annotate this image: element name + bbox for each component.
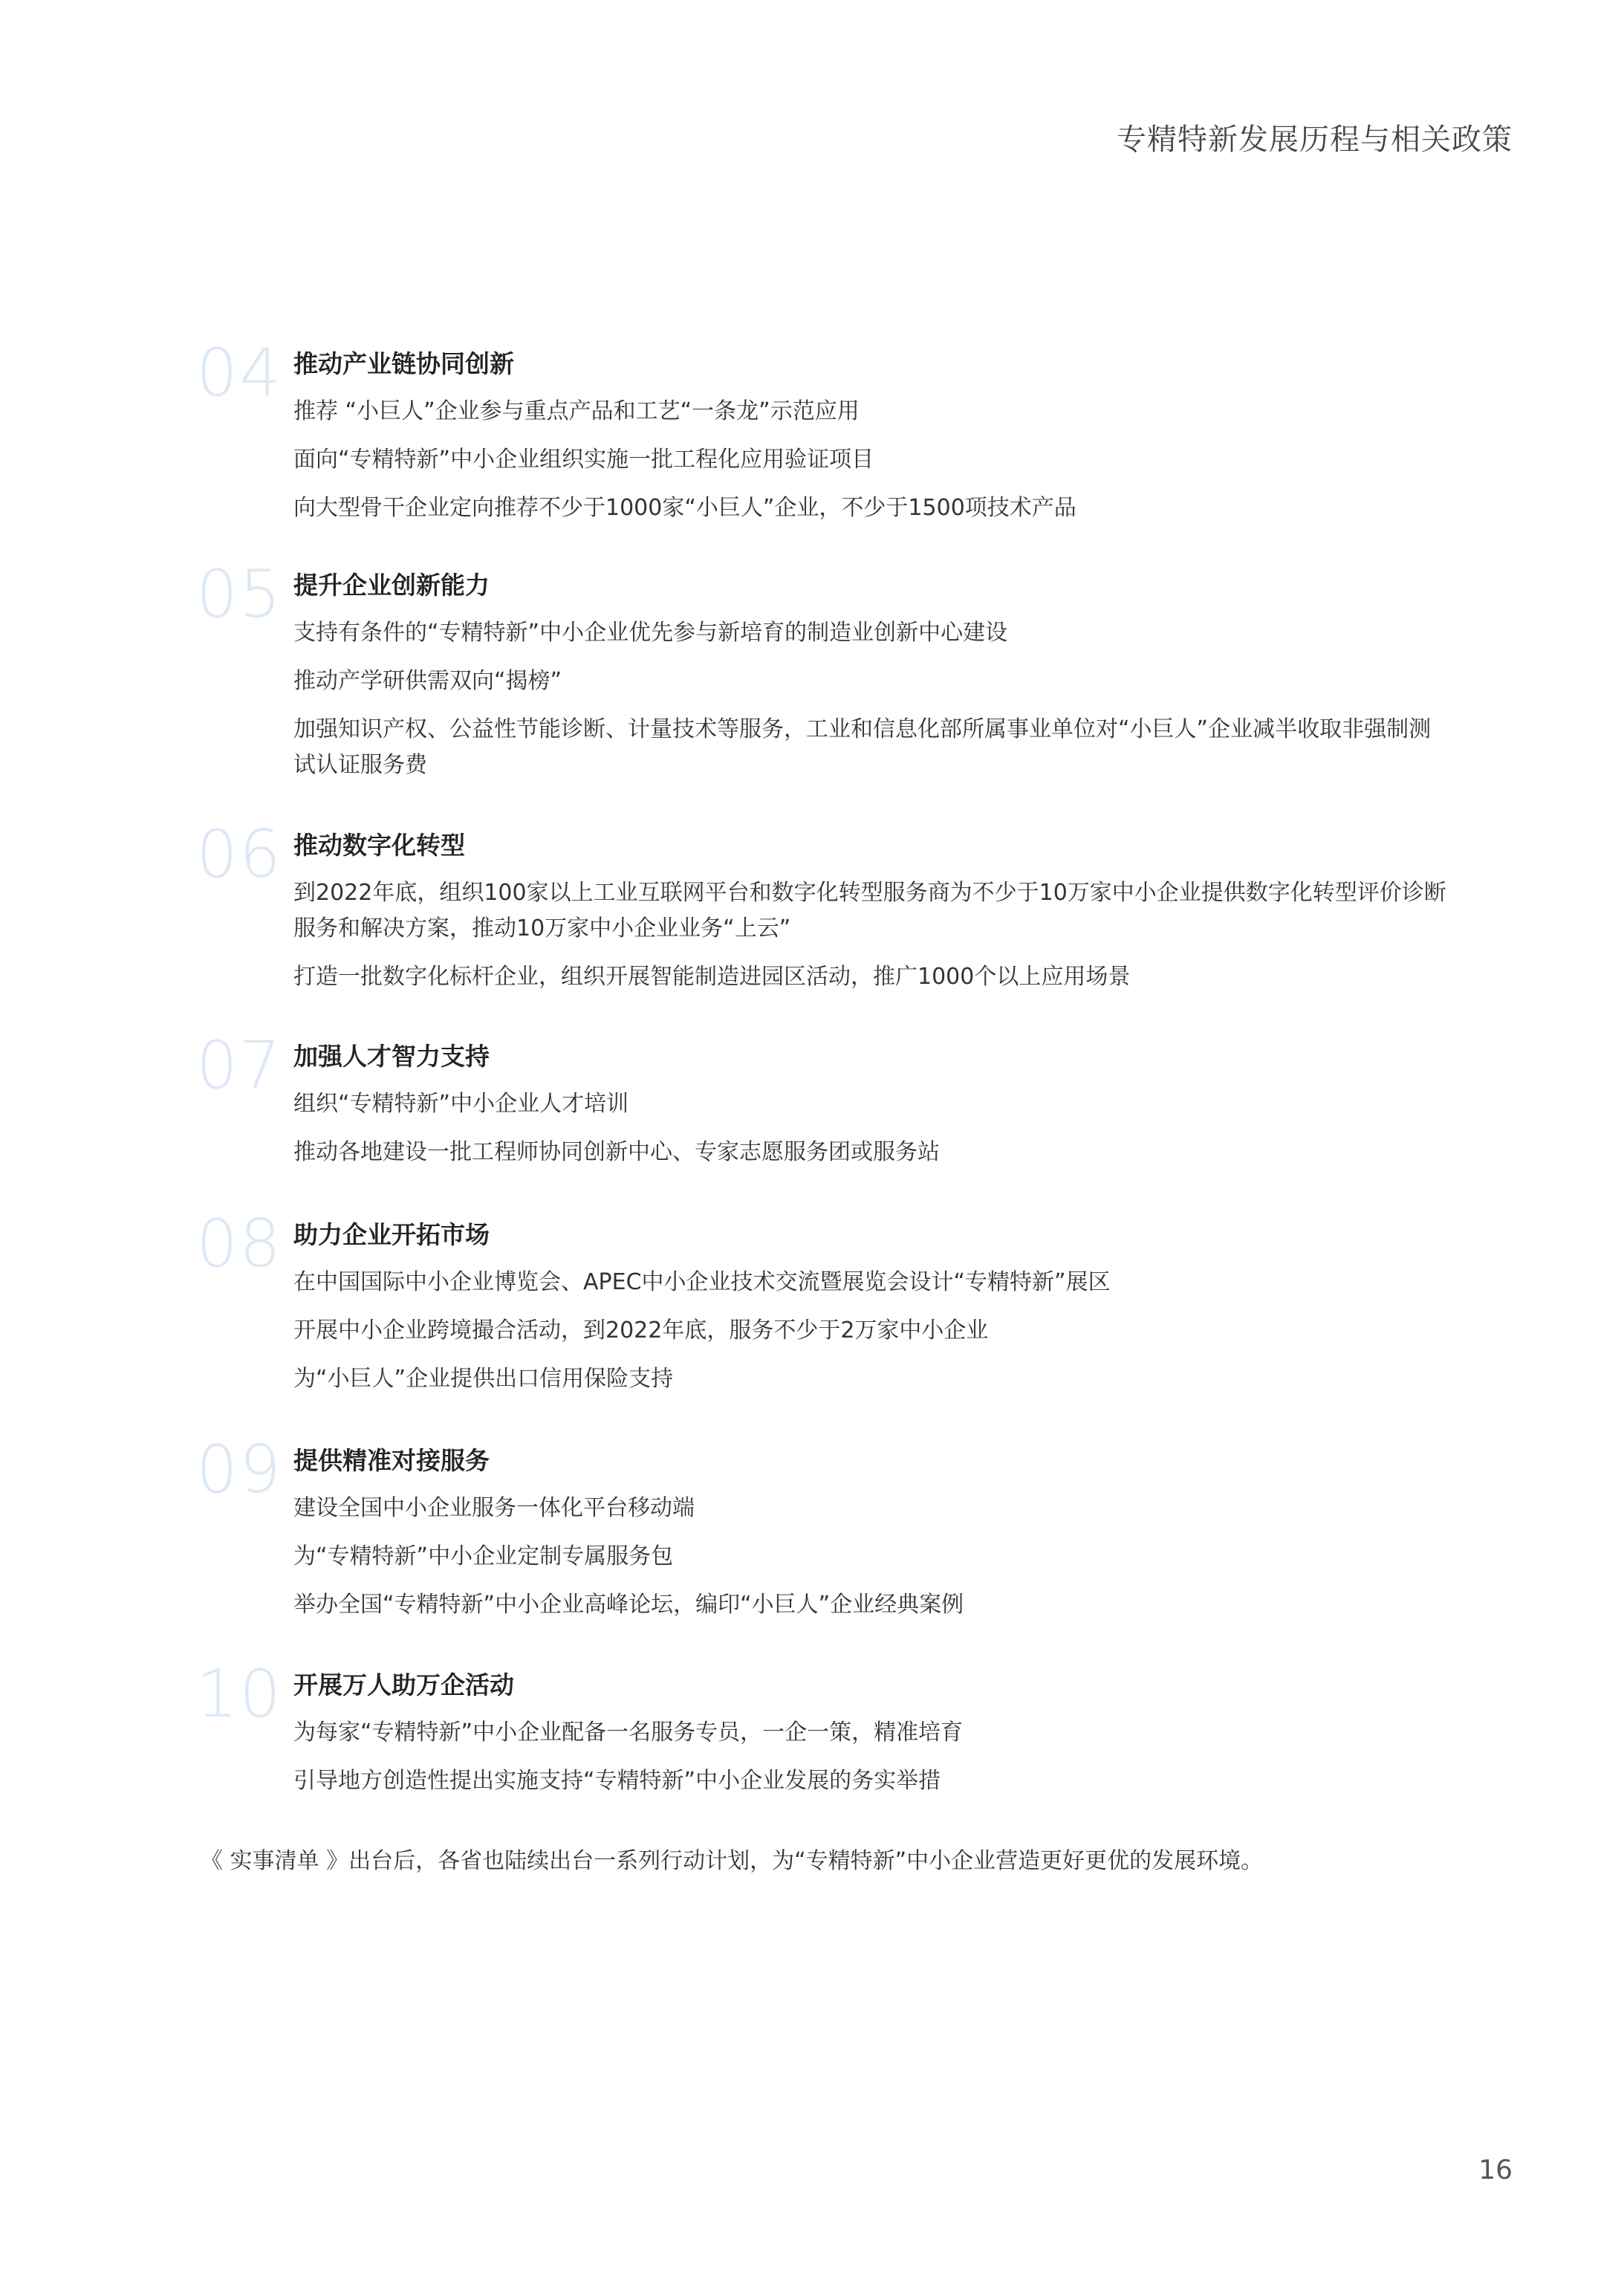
list-item: 面向“专精特新”中小企业组织实施一批工程化应用验证项目 [293, 447, 874, 473]
section-items [293, 615, 1452, 796]
section-title: 加强人才智力支持 [293, 1042, 490, 1071]
section-number: 07 [196, 1027, 282, 1103]
section-title: 提升企业创新能力 [293, 571, 490, 600]
section-title: 开展万人助万企活动 [293, 1670, 514, 1699]
closing-paragraph: 《 实事清单 》出台后，各省也陆续出台一系列行动计划，为“专精特新”中小企业营造更好更优的发展环境。 [201, 1848, 1264, 1874]
section-number: 10 [196, 1656, 282, 1732]
list-item: 到2022年底，组织100家以上工业互联网平台和数字化转型服务商为不少于10万家中小企业提供数字化转型评价诊断服务和解决方案，推动10万家中小企业业务“上云” [293, 880, 1446, 941]
list-item: 引导地方创造性提出实施支持“专精特新”中小企业发展的务实举措 [293, 1768, 941, 1794]
list-item: 支持有条件的“专精特新”中小企业优先参与新培育的制造业创新中心建设 [293, 620, 1008, 646]
list-item: 为“小巨人”企业提供出口信用保险支持 [293, 1366, 674, 1392]
section-items [293, 875, 1452, 1008]
list-item: 建设全国中小企业服务一体化平台移动端 [293, 1495, 695, 1521]
section-number: 08 [196, 1205, 282, 1282]
list-item: 打造一批数字化标杆企业，组织开展智能制造进园区活动，推广1000个以上应用场景 [293, 964, 1131, 990]
section-items [293, 1265, 1452, 1410]
section-items [293, 394, 1452, 539]
list-item: 向大型骨干企业定向推荐不少于1000家“小巨人”企业，不少于1500项技术产品 [293, 495, 1076, 521]
section-title: 推动产业链协同创新 [293, 349, 514, 378]
section-number: 06 [196, 816, 282, 892]
list-item: 为“专精特新”中小企业定制专属服务包 [293, 1543, 674, 1569]
list-item: 加强知识产权、公益性节能诊断、计量技术等服务，工业和信息化部所属事业单位对“小巨人”企业减半收取非强制测试认证服务费 [293, 716, 1432, 778]
section-title: 推动数字化转型 [293, 831, 465, 860]
list-item: 为每家“专精特新”中小企业配备一名服务专员，一企一策，精准培育 [293, 1719, 964, 1745]
list-item: 组织“专精特新”中小企业人才培训 [293, 1091, 629, 1117]
list-item: 推动产学研供需双向“揭榜” [293, 668, 562, 694]
list-item: 推动各地建设一批工程师协同创新中心、专家志愿服务团或服务站 [293, 1139, 940, 1165]
list-item: 推荐 “小巨人”企业参与重点产品和工艺“一条龙”示范应用 [293, 398, 860, 424]
section-items [293, 1086, 1452, 1183]
list-item: 在中国国际中小企业博览会、APEC中小企业技术交流暨展览会设计“专精特新”展区 [293, 1269, 1111, 1295]
section-items [293, 1715, 1452, 1812]
list-item: 开展中小企业跨境撮合活动，到2022年底，服务不少于2万家中小企业 [293, 1317, 989, 1343]
section-title: 助力企业开拓市场 [293, 1220, 490, 1249]
section-title: 提供精准对接服务 [293, 1446, 490, 1475]
running-header: 专精特新发展历程与相关政策 [1117, 123, 1513, 157]
section-number: 05 [196, 556, 282, 632]
section-number: 04 [196, 334, 282, 411]
section-items [293, 1491, 1452, 1636]
page-number: 16 [1478, 2155, 1513, 2185]
section-number: 09 [196, 1431, 282, 1508]
list-item: 举办全国“专精特新”中小企业高峰论坛，编印“小巨人”企业经典案例 [293, 1592, 964, 1618]
